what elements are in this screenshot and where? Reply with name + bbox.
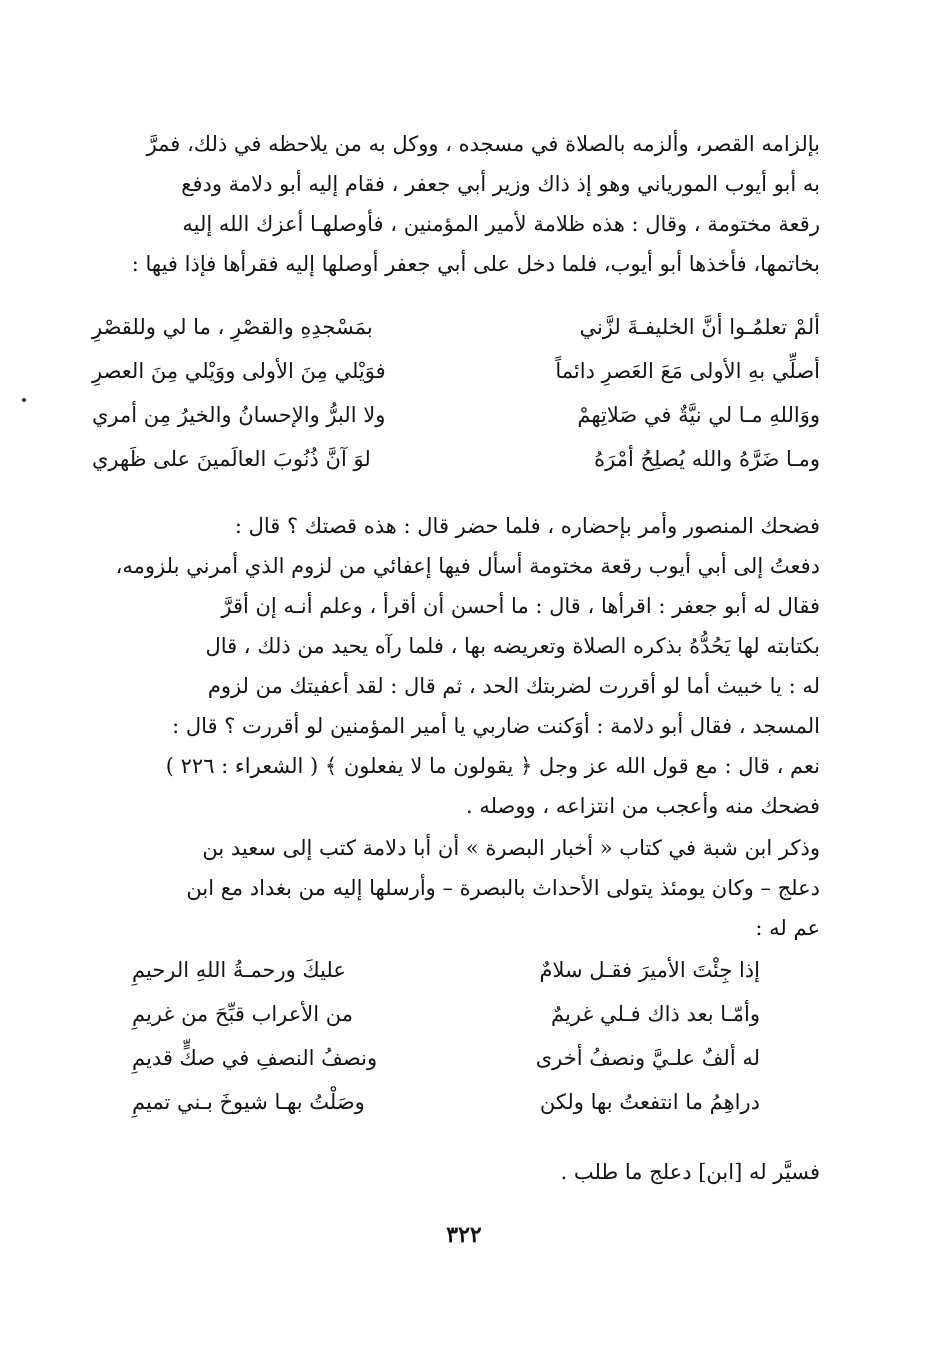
text-line: له : يا خبيث أما لو أقررت لضربتك الحد ، ثم قال : لقد أعفيتك من لزوم (207, 674, 820, 698)
second-hemistich: ونصفُ النصفِ في صكٍّ قديمِ (132, 1046, 378, 1070)
second-hemistich: ولا البرُّ والإحسانُ والخيرُ مِن أمري (92, 403, 386, 427)
page-number: ٣٢٢ (446, 1222, 482, 1248)
first-hemistich: ووَاللهِ مـا لي نيَّةٌ في صَلاتِهمْ (577, 403, 820, 427)
first-hemistich: ومـا ضَرَّهُ والله يُصلِحُ أمْرَهُ (594, 447, 820, 471)
text-line: به أبو أيوب المورياني وهو إذ ذاك وزير أبي جعفر ، فقام إليه أبو دلامة ودفع (181, 172, 820, 196)
second-hemistich: من الأعراب قبِّحَ من غريمِ (132, 1002, 354, 1026)
poem-1 (92, 305, 820, 481)
text-line: المسجد ، فقال أبو دلامة : أوَكنت ضاربي يا أمير المؤمنين لو أقررت ؟ قال : (172, 714, 820, 738)
second-hemistich: لوَ آنَّ ذُنُوبَ العالَمينَ على ظَهري (92, 447, 371, 471)
margin-mark (22, 398, 26, 402)
verse-line (132, 992, 760, 1036)
verse-line (92, 437, 820, 481)
paragraph-1 (92, 124, 820, 284)
text-line: عم له : (755, 916, 820, 940)
verse-line (132, 948, 760, 992)
text-line: دفعتُ إلى أبي أيوب رقعة مختومة أسأل فيها إعفائي من لزوم الذي أمرني بلزومه، (115, 554, 820, 578)
text-line: بكتابته لها يَحُدُّهُ بذكره الصلاة وتعريضه بها ، فلما رآه يحيد من ذلك ، قال (205, 634, 820, 658)
second-hemistich: بمَسْجدِهِ والقصْرِ ، ما لي وللقصْرِ (92, 315, 373, 339)
text-line: بإلزامه القصر، وألزمه بالصلاة في مسجده ، ووكل به من يلاحظه في ذلك، فمرَّ (146, 132, 820, 156)
first-hemistich: له ألفٌ علـيَّ ونصفُ أخرى (535, 1046, 760, 1070)
first-hemistich: إذا جِئْتَ الأميرَ فقـل سلامٌ (539, 958, 760, 982)
first-hemistich: دراهِمُ ما انتفعتُ بها ولكن (539, 1090, 760, 1114)
verse-line (132, 1036, 760, 1080)
text-line: فقال له أبو جعفر : اقرأها ، قال : ما أحسن أن أقرأ ، وعلم أنـه إن أقرَّ (221, 594, 820, 618)
closing-paragraph (92, 1152, 820, 1192)
text-line: نعم ، قال : مع قول الله عز وجل ﴿ يقولون ما لا يفعلون ﴾ ( الشعراء : ٢٢٦ ) (165, 754, 820, 778)
second-hemistich: وصَلْتُ بهـا شيوخَ بـني تميمِ (132, 1090, 365, 1114)
verse-line (132, 1080, 760, 1124)
first-hemistich: وأمّـا بعد ذاك فـلي غريمٌ (550, 1002, 760, 1026)
poem-2 (132, 948, 760, 1124)
text-line: فضحك المنصور وأمر بإحضاره ، فلما حضر قال : هذه قصتك ؟ قال : (234, 514, 820, 538)
text-line: فضحك منه وأعجب من انتزاعه ، ووصله . (466, 794, 820, 818)
second-hemistich: عليكَ ورحمـةُ اللهِ الرحيمِ (132, 958, 346, 982)
text-line: دعلج – وكان يومئذ يتولى الأحداث بالبصرة – وأرسلها إليه من بغداد مع ابن (186, 876, 820, 900)
verse-line (92, 305, 820, 349)
text-line: وذكر ابن شبة في كتاب « أخبار البصرة » أن أبا دلامة كتب إلى سعيد بن (202, 836, 820, 860)
first-hemistich: ألمْ تعلمُـوا أنَّ الخليفـةَ لزَّني (579, 315, 820, 339)
verse-line (92, 349, 820, 393)
second-hemistich: فوَيْلي مِنَ الأولى ووَيْلي مِنَ العصرِ (92, 359, 386, 383)
paragraph-3 (92, 828, 820, 948)
verse-line (92, 393, 820, 437)
text-line: بخاتمها، فأخذها أبو أيوب، فلما دخل على أبي جعفر أوصلها إليه فقرأها فإذا فيها : (131, 252, 820, 276)
first-hemistich: أصلِّي بهِ الأولى مَعَ العَصرِ دائماً (555, 359, 820, 383)
paragraph-2 (92, 506, 820, 826)
text-line: فسيَّر له [ابن] دعلج ما طلب . (560, 1160, 820, 1184)
text-line: رقعة مختومة ، وقال : هذه ظلامة لأمير المؤمنين ، فأوصلهـا أعزك الله إليه (182, 212, 820, 236)
